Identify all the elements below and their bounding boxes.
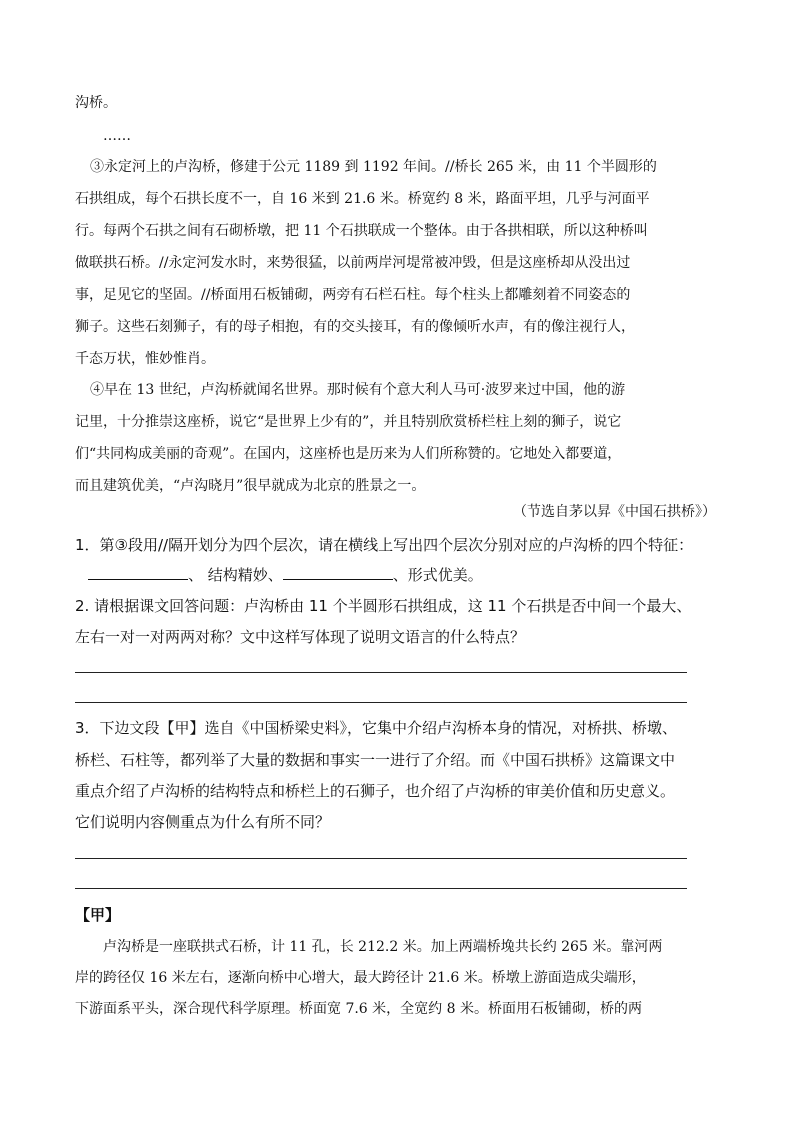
paragraph-4-line: 记里，十分推崇这座桥，说它“是世界上少有的”，并且特别欣赏桥栏柱上刻的狮子，说它 [75,414,622,430]
paragraph-4-line: 们“共同构成美丽的奇观”。在国内，这座桥也是历来为人们所称赞的。它地处入都要道， [75,446,622,462]
jia-line: 卢沟桥是一座联拱式石桥，计 11 孔，长 212.2 米。加上两端桥堍共长约 265 米。靠河两 [103,939,663,955]
paragraph-3-line: 行。每两个石拱之间有石砌桥墩，把 11 个石拱联成一个整体。由于各拱相联，所以这种桥叫 [75,223,648,239]
answer-blank-1[interactable] [88,565,188,580]
jia-line: 下游面系平头，深合现代科学原理。桥面宽 7.6 米，全宽约 8 米。桥面用石板铺砌，桥的两 [75,1001,642,1017]
answer-line[interactable] [75,672,687,673]
question-1: 1．第③段用//隔开划分为四个层次，请在横线上写出四个层次分别对应的卢沟桥的四个特征： [75,536,694,554]
jia-heading: 【甲】 [75,906,121,924]
source-note: （节选自茅以昇《中国石拱桥》） [513,504,716,520]
answer-line[interactable] [75,702,687,703]
question-3-line: 3．下边文段【甲】选自《中国桥梁史料》，它集中介绍卢沟桥本身的情况，对桥拱、桥墩、 [75,719,678,737]
paragraph-3-line: 事，足见它的坚固。//桥面用石板铺砌，两旁有石栏石柱。每个柱头上都雕刻着不同姿态的 [75,287,631,303]
question-1-end: 、形式优美。 [392,566,483,584]
paragraph-4-line: 而且建筑优美，“卢沟晓月”很早就成为北京的胜景之一。 [75,478,426,494]
paragraph-3-line: 做联拱石桥。//永定河发水时，来势很猛，以前两岸河堤常被冲毁，但是这座桥却从没出过 [75,255,631,271]
ellipsis: …… [103,128,131,144]
answer-line[interactable] [75,888,687,889]
question-1-middle: 、 结构精妙、 [188,566,283,584]
question-2-line: 左右一对一对两两对称？文中这样写体现了说明文语言的什么特点？ [75,628,526,646]
question-2-line: 2. 请根据课文回答问题：卢沟桥由 11 个半圆形石拱组成，这 11 个石拱是否中间一个最大、 [75,597,692,615]
question-3-line: 重点介绍了卢沟桥的结构特点和桥栏上的石狮子，也介绍了卢沟桥的审美价值和历史意义。 [75,782,676,800]
paragraph-3-line: 石拱组成，每个石拱长度不一，自 16 米到 21.6 米。桥宽约 8 米，路面平坦，几乎与河面平 [75,191,650,207]
paragraph-3-line: 千态万状，惟妙惟肖。 [75,351,215,367]
paragraph-3-line: 狮子。这些石刻狮子，有的母子相抱，有的交头接耳，有的像倾听水声，有的像注视行人， [75,319,635,335]
question-3-line: 它们说明内容侧重点为什么有所不同？ [75,813,331,831]
question-3-line: 桥栏、石柱等，都列举了大量的数据和事实一一进行了介绍。而《中国石拱桥》这篇课文中 [75,751,676,769]
jia-line: 岸的跨径仅 16 米左右，逐渐向桥中心增大，最大跨径计 21.6 米。桥墩上游面造成尖端形， [75,970,646,986]
passage-line: 沟桥。 [75,95,117,111]
paragraph-4-line: ④早在 13 世纪，卢沟桥就闻名世界。那时候有个意大利人马可·波罗来过中国，他的游 [90,382,626,398]
answer-line[interactable] [75,858,687,859]
answer-blank-2[interactable] [283,565,393,580]
question-1-fill-line [88,565,483,585]
paragraph-3-line: ③永定河上的卢沟桥，修建于公元 1189 到 1192 年间。//桥长 265 米，由 11 个半圆形的 [90,159,657,175]
